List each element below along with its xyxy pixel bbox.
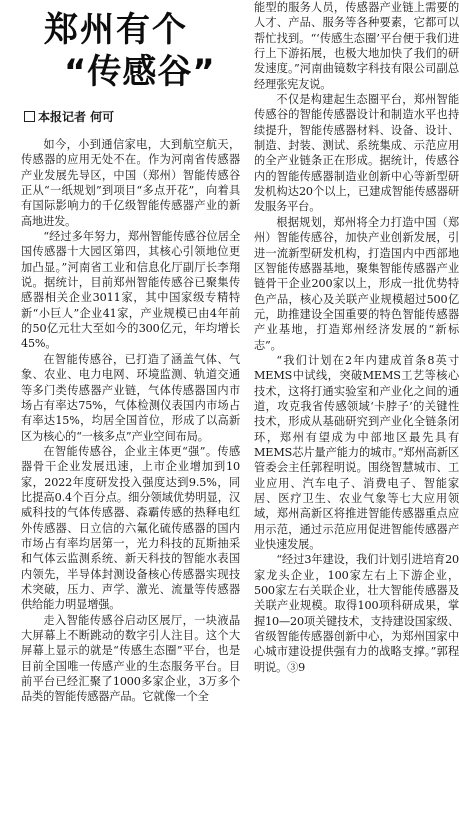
article-column-right [254, 0, 459, 814]
headline-line-1: 郑州有个 [44, 10, 188, 50]
paragraph: 走入智能传感谷启动区展厅，一块液晶大屏幕上不断跳动的数字引人注目。这个大屏幕上显示的就是“传感生态圈”平台，也是目前全国唯一传感产业的生态服务平台。目前平台已经汇聚了1000多家企业，3万多个品类的智能传感器产品。它就像一个全 [21, 613, 240, 704]
paragraph: 如今，小到通信家电，大到航空航天，传感器的应用无处不在。作为河南省传感器产业发展先导区，中国（郑州）智能传感谷正从“一纸规划”到项目“多点开花”，向着具有国际影响力的千亿级智能传感器产业的新高地进发。 [21, 138, 240, 228]
byline [24, 108, 234, 125]
headline [0, 0, 240, 92]
paragraph: “我们计划在2年内建成首条8英寸MEMS中试线，突破MEMS工艺等核心技术，这将打通实验室和产业化之间的通道，攻克我省传感领域‘卡脖子’的关键性技术，形成从基础研究到产业化全链条闭环，郑州有望成为中部地区最先具有MEMS芯片量产能力的城市。”郑州高新区管委会主任郭程明说。围绕智慧城市、工业应用、汽车电子、消费电子、智能家居、医疗卫生、农业气象等七大应用领域，郑州高新区将推进智能传感器重点应用示范，通过示范应用促进智能传感器产业快速发展。 [254, 353, 459, 552]
paragraph: 在智能传感谷，企业主体更“强”。传感器骨干企业发展迅速，上市企业增加到10家，2022年度研发投入强度达到9.5%，同比提高0.4个百分点。细分领域优势明显，汉威科技的气体传感器、森霸传感的热释电红外传感器、日立信的六氟化硫传感器的国内市场占有率均居第一，光力科技的瓦斯抽采和气体云监测系统、新天科技的智能水表国内领先，半导体封测设备核心传感器实现技术突破，压力、声学、激光、流量等传感器供给能力明显增强。 [21, 444, 240, 612]
article-column-left [21, 137, 240, 814]
paragraph: 不仅是构建起生态圈平台，郑州智能传感谷的智能传感器设计和制造水平也持续提升，智能传感器材料、设备、设计、制造、封装、测试、系统集成、示范应用的全产业链条正在形成。据统计，传感谷内的智能传感器制造业创新中心等新型研发机构达20个以上，已建成智能传感器研发服务平台。 [254, 93, 459, 214]
square-icon [24, 111, 35, 122]
paragraph: “经过多年努力，郑州智能传感谷位居全国传感器十大园区第四，其核心引领地位更加凸显。”河南省工业和信息化厅副厅长李翔说。据统计，目前郑州智能传感谷已聚集传感器相关企业3011家，其中国家级专精特新“小巨人”企业41家，产业规模已由4年前的50亿元壮大至如今的300亿元，年均增长45%。 [21, 230, 240, 351]
paragraph: 在智能传感谷，已打造了涵盖气体、气象、农业、电力电网、环境监测、轨道交通等多门类传感器产业链，气体传感器国内市场占有率达75%，气体检测仪表国内市场占有率达15%，均居全国首位，形成了以高新区为核心的“一核多点”产业空间布局。 [21, 352, 240, 443]
paragraph: 根据规划，郑州将全力打造中国（郑州）智能传感谷，加快产业创新发展，引进一流新型研发机构，打造国内中西部地区智能传感器基地，聚集智能传感器产业链骨干企业200家以上，形成一批优势特色产品，核心及关联产业规模超过500亿元，助推建设全国重要的特色智能传感器产业基地，打造郑州经济发展的“新标志”。 [254, 215, 459, 352]
paragraph-continued: 能型的服务人员，传感器产业链上需要的人才、产品、服务等各种要素，它都可以帮忙找到。“‘传感生态圈’平台便于我们进行上下游拓展，也极大地加快了我们的研发速度。”河南曲镜数字科技有限公司副总经理张宪友说。 [254, 1, 459, 91]
byline-text: 本报记者 何可 [38, 110, 115, 124]
paragraph: “经过3年建设，我们计划引进培育20家龙头企业，100家左右上下游企业，500家左右关联企业，壮大智能传感器及关联产业规模。取得100项科研成果，掌握10—20项关键技术，支持建设国家级、省级智能传感器创新中心，为郑州国家中心城市建设提供强有力的战略支撑。”郭程明说。③9 [254, 553, 459, 674]
headline-line-2: “传感谷” [64, 52, 216, 92]
